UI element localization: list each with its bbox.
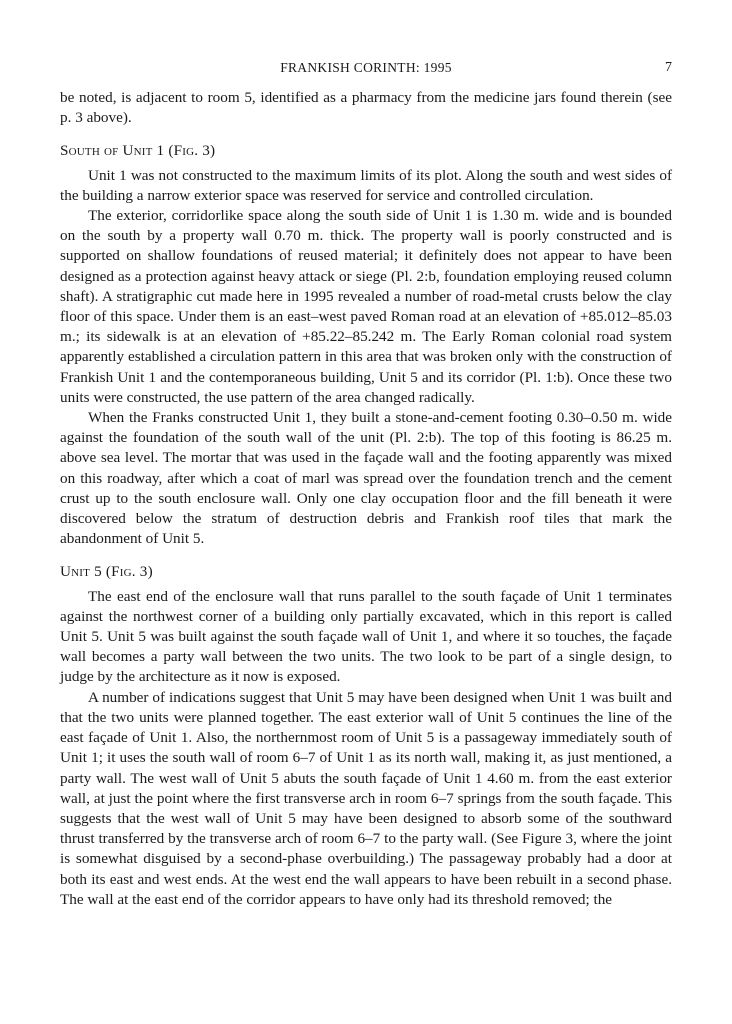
paragraph: The east end of the enclosure wall that runs parallel to the south façade of Unit 1 terminates against the northwest corner of a building only partially excavated, which in this report is called Unit 5. Unit 5 was built against the south façade wall of Unit 1, and where it so touches, the façade wall becomes a party wall between the two units. The two look to be part of a single design, to judge by the architecture as it now is exposed. — [60, 587, 672, 686]
paragraph: The exterior, corridorlike space along the south side of Unit 1 is 1.30 m. wide and is bounded on the south by a property wall 0.70 m. thick. The property wall is poorly constructed and is supported on shallow foundations of reused material; it definitely does not appear to have been designed as a protection against heavy attack or siege (Pl. 2:b, foundation employing reused column shaft). A stratigraphic cut made here in 1995 revealed a number of road-metal crusts below the clay floor of this space. Under them is an east–west paved Roman road at an elevation of +85.012–85.03 m.; its sidewalk is at an elevation of +85.22–85.242 m. The Early Roman colonial road system apparently established a circulation pattern in this area that was broken only with the construction of Frankish Unit 1 and the contemporaneous building, Unit 5 and its corridor (Pl. 1:b). Once these two units were constructed, the use pattern of the area changed radically. — [60, 207, 672, 406]
paragraph: When the Franks constructed Unit 1, they built a stone-and-cement footing 0.30–0.50 m. wide against the foundation of the south wall of the unit (Pl. 2:b). The top of this footing is 86.25 m. above sea level. The mortar that was used in the façade wall and the footing apparently was mixed on this roadway, after which a coat of marl was spread over the foundation trench and the cement crust up to the south enclosure wall. Only one clay occupation floor and the fill beneath it were discovered below the stratum of destruction debris and Frankish roof tiles that mark the abandonment of Unit 5. — [60, 409, 672, 548]
section-heading-unit-5: Unit 5 (Fig. 3) — [60, 563, 153, 581]
page-number: 7 — [665, 60, 672, 75]
paragraph-continued: be noted, is adjacent to room 5, identified as a pharmacy from the medicine jars found therein (see p. 3 above). — [60, 89, 672, 127]
body-text — [60, 88, 672, 910]
paragraph: A number of indications suggest that Unit 5 may have been designed when Unit 1 was built and that the two units were planned together. The east exterior wall of Unit 5 continues the line of the east façade of Unit 1. Also, the northernmost room of Unit 5 is a passageway immediately south of Unit 1; it uses the south wall of room 6–7 of Unit 1 as its north wall, making it, as just mentioned, a party wall. The west wall of Unit 5 abuts the south façade of Unit 1 4.60 m. from the east exterior wall, at just the point where the first transverse arch in room 6–7 springs from the south façade. This suggests that the west wall of Unit 5 may have been designed to absorb some of the southward thrust transferred by the transverse arch of room 6–7 to the party wall. (See Figure 3, where the joint is somewhat disguised by a second-phase overbuilding.) The passageway probably had a door at both its east and west ends. At the west end the wall appears to have been rebuilt in a second phase. The wall at the east end of the corridor appears to have only had its threshold removed; the — [60, 688, 672, 908]
running-title: FRANKISH CORINTH: 1995 — [280, 60, 452, 75]
paragraph: Unit 1 was not constructed to the maximum limits of its plot. Along the south and west sides of the building a narrow exterior space was reserved for service and controlled circulation. — [60, 166, 672, 204]
running-head — [60, 60, 672, 80]
section-heading-south-of-unit-1: South of Unit 1 (Fig. 3) — [60, 142, 216, 160]
